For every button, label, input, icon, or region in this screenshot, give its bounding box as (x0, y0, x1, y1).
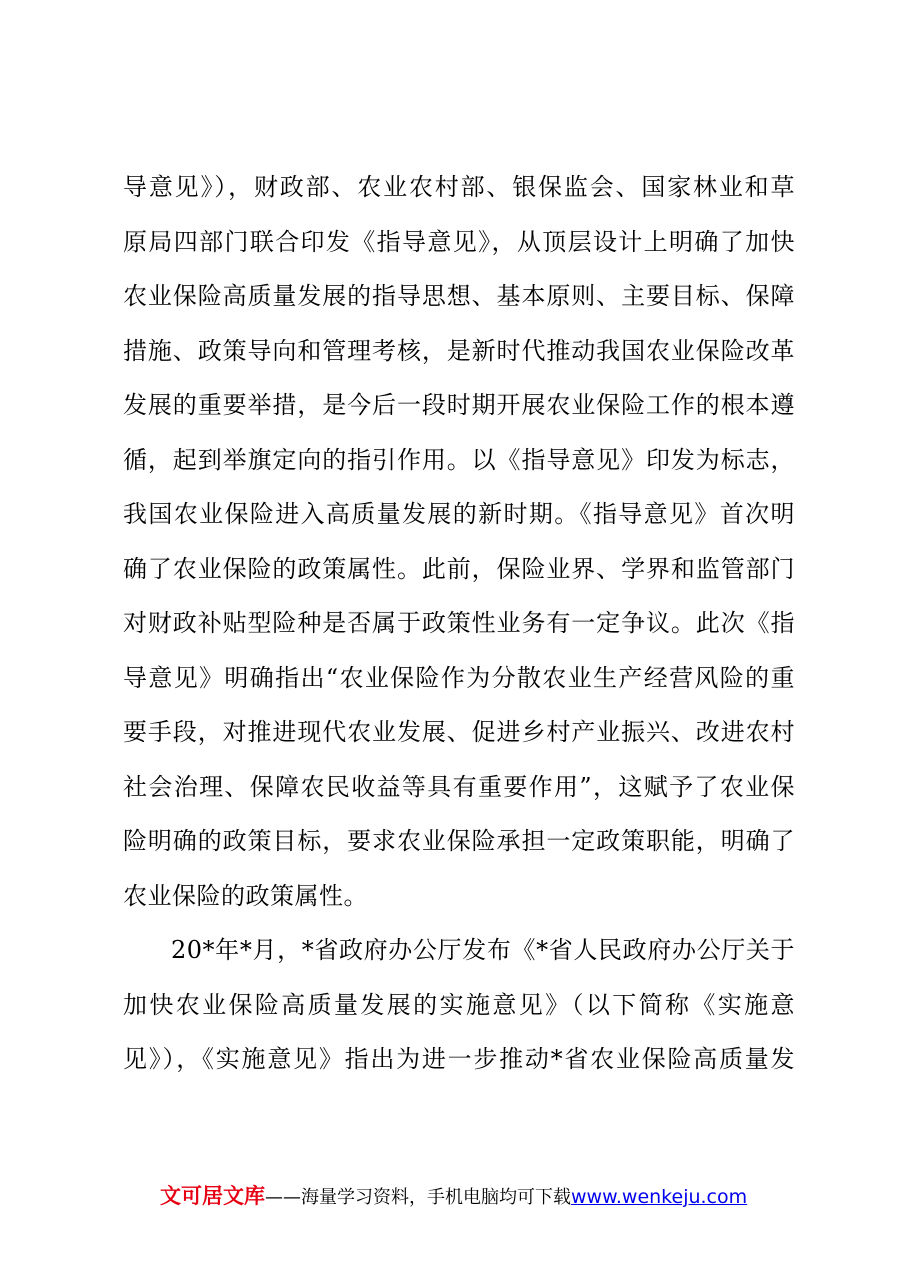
footer-description: ——海量学习资料，手机电脑均可下载 (265, 1187, 571, 1208)
text-line: 措施、政策导向和管理考核，是新时代推动我国农业保险改革 (123, 336, 795, 365)
text-line: 原局四部门联合印发《指导意见》，从顶层设计上明确了加快 (123, 227, 795, 256)
text-line: 社会治理、保障农民收益等具有重要作用”，这赋予了农业保 (123, 772, 795, 801)
text-line: 对财政补贴型险种是否属于政策性业务有一定争议。此次《指 (123, 609, 795, 637)
text-line: 要手段，对推进现代农业发展、促进乡村产业振兴、改进农村 (123, 718, 795, 746)
paragraph-first-line: 20*年*月，*省政府办公厅发布《*省人民政府办公厅关于 (171, 936, 795, 964)
text-line: 导意见》），财政部、农业农村部、银保监会、国家林业和草 (123, 173, 795, 201)
text-line: 我国农业保险进入高质量发展的新时期。《指导意见》首次明 (123, 500, 795, 528)
text-line: 发展的重要举措，是今后一段时期开展农业保险工作的根本遵 (123, 391, 795, 419)
text-line: 导意见》明确指出“农业保险作为分散农业生产经营风险的重 (123, 663, 795, 692)
text-line: 确了农业保险的政策属性。此前，保险业界、学界和监管部门 (123, 554, 795, 583)
text-line: 农业保险高质量发展的指导思想、基本原则、主要目标、保障 (123, 282, 795, 310)
document-body (123, 160, 795, 1087)
text-line: 加快农业保险高质量发展的实施意见》（以下简称《实施意 (123, 990, 795, 1019)
footer-url-link[interactable]: www.wenkeju.com (571, 1186, 748, 1208)
footer-brand: 文可居文库 (160, 1184, 265, 1208)
text-line: 农业保险的政策属性。 (123, 881, 368, 910)
footer-banner (160, 1181, 747, 1211)
text-line: 循，起到举旗定向的指引作用。以《指导意见》印发为标志， (123, 445, 795, 474)
text-line: 险明确的政策目标，要求农业保险承担一定政策职能，明确了 (123, 827, 795, 855)
text-line: 见》），《实施意见》指出为进一步推动*省农业保险高质量发 (123, 1045, 795, 1073)
